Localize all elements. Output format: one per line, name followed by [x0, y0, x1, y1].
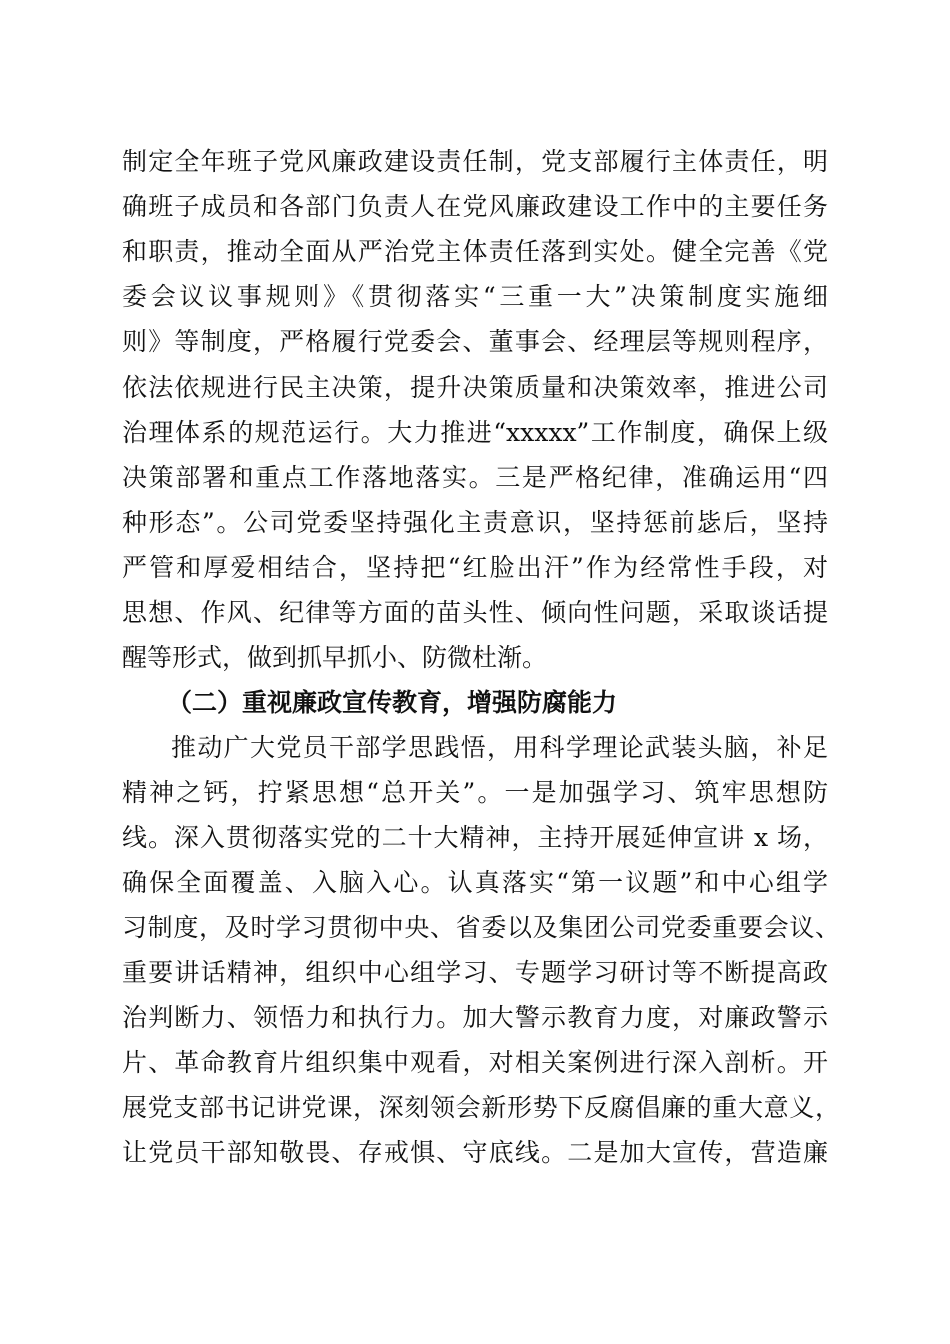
paragraph-line: [0, 277, 950, 317]
line-text: 依法依规进行民主决策，提升决策质量和决策效率，推进公司: [122, 373, 828, 402]
line-text: 确班子成员和各部门负责人在党风廉政建设工作中的主要任务: [122, 192, 828, 221]
paragraph-line: [0, 818, 950, 858]
line-text: 确保全面覆盖、入脑入心。认真落实“第一议题”和中心组学: [122, 868, 828, 897]
line-text: 片、革命教育片组织集中观看，对相关案例进行深入剖析。开: [122, 1048, 828, 1077]
line-text: 醒等形式，做到抓早抓小、防微杜渐。: [122, 643, 548, 672]
line-text: 习制度，及时学习贯彻中央、省委以及集团公司党委重要会议、: [122, 913, 840, 942]
paragraph-line: [0, 458, 950, 498]
paragraph-line: [0, 863, 950, 903]
paragraph-line-last: [0, 638, 950, 678]
paragraph-line: [0, 998, 950, 1038]
paragraph-line: [0, 953, 950, 993]
paragraph-line: [0, 413, 950, 453]
line-text: 委会议议事规则》《贯彻落实“三重一大”决策制度实施细: [122, 282, 828, 311]
paragraph-line: [0, 232, 950, 272]
line-text: 思想、作风、纪律等方面的苗头性、倾向性问题，采取谈话提: [122, 598, 828, 627]
line-text: 让党员干部知敬畏、存戒惧、守底线。二是加大宣传，营造廉: [122, 1138, 828, 1167]
line-text: 治理体系的规范运行。大力推进“xxxxx”工作制度，确保上级: [122, 418, 828, 447]
paragraph-line: [0, 187, 950, 227]
line-text: 线。深入贯彻落实党的二十大精神，主持开展延伸宣讲 x 场，: [122, 823, 828, 852]
line-text: 决策部署和重点工作落地落实。三是严格纪律，准确运用“四: [122, 463, 828, 492]
line-text: 种形态”。公司党委坚持强化主责意识，坚持惩前毖后，坚持: [122, 508, 828, 537]
paragraph-line: [0, 503, 950, 543]
paragraph-line: [0, 322, 950, 362]
section-heading-text: （二）重视廉政宣传教育，增强防腐能力: [167, 688, 618, 717]
paragraph-line: [0, 908, 950, 948]
line-text: 和职责，推动全面从严治党主体责任落到实处。健全完善《党: [122, 237, 828, 266]
paragraph-line: [0, 1133, 950, 1173]
line-text: 重要讲话精神，组织中心组学习、专题学习研讨等不断提高政: [122, 958, 828, 987]
paragraph-line: [0, 773, 950, 813]
line-text: 精神之钙，拧紧思想“总开关”。一是加强学习、筑牢思想防: [122, 778, 828, 807]
line-text: 严管和厚爱相结合，坚持把“红脸出汗”作为经常性手段，对: [122, 553, 828, 582]
line-text: 治判断力、领悟力和执行力。加大警示教育力度，对廉政警示: [122, 1003, 828, 1032]
paragraph-line: [0, 368, 950, 408]
line-text: 则》等制度，严格履行党委会、董事会、经理层等规则程序，: [122, 327, 828, 356]
paragraph-line: [0, 1043, 950, 1083]
paragraph-line: [0, 593, 950, 633]
paragraph-line-indent: [0, 728, 950, 768]
paragraph-line: [0, 1088, 950, 1128]
line-text: 推动广大党员干部学思践悟，用科学理论武装头脑，补足: [171, 733, 828, 762]
line-text: 制定全年班子党风廉政建设责任制，党支部履行主体责任，明: [122, 147, 828, 176]
section-heading: [0, 683, 950, 723]
line-text: 展党支部书记讲党课，深刻领会新形势下反腐倡廉的重大意义，: [122, 1093, 840, 1122]
paragraph-line: [0, 142, 950, 182]
paragraph-line: [0, 548, 950, 588]
